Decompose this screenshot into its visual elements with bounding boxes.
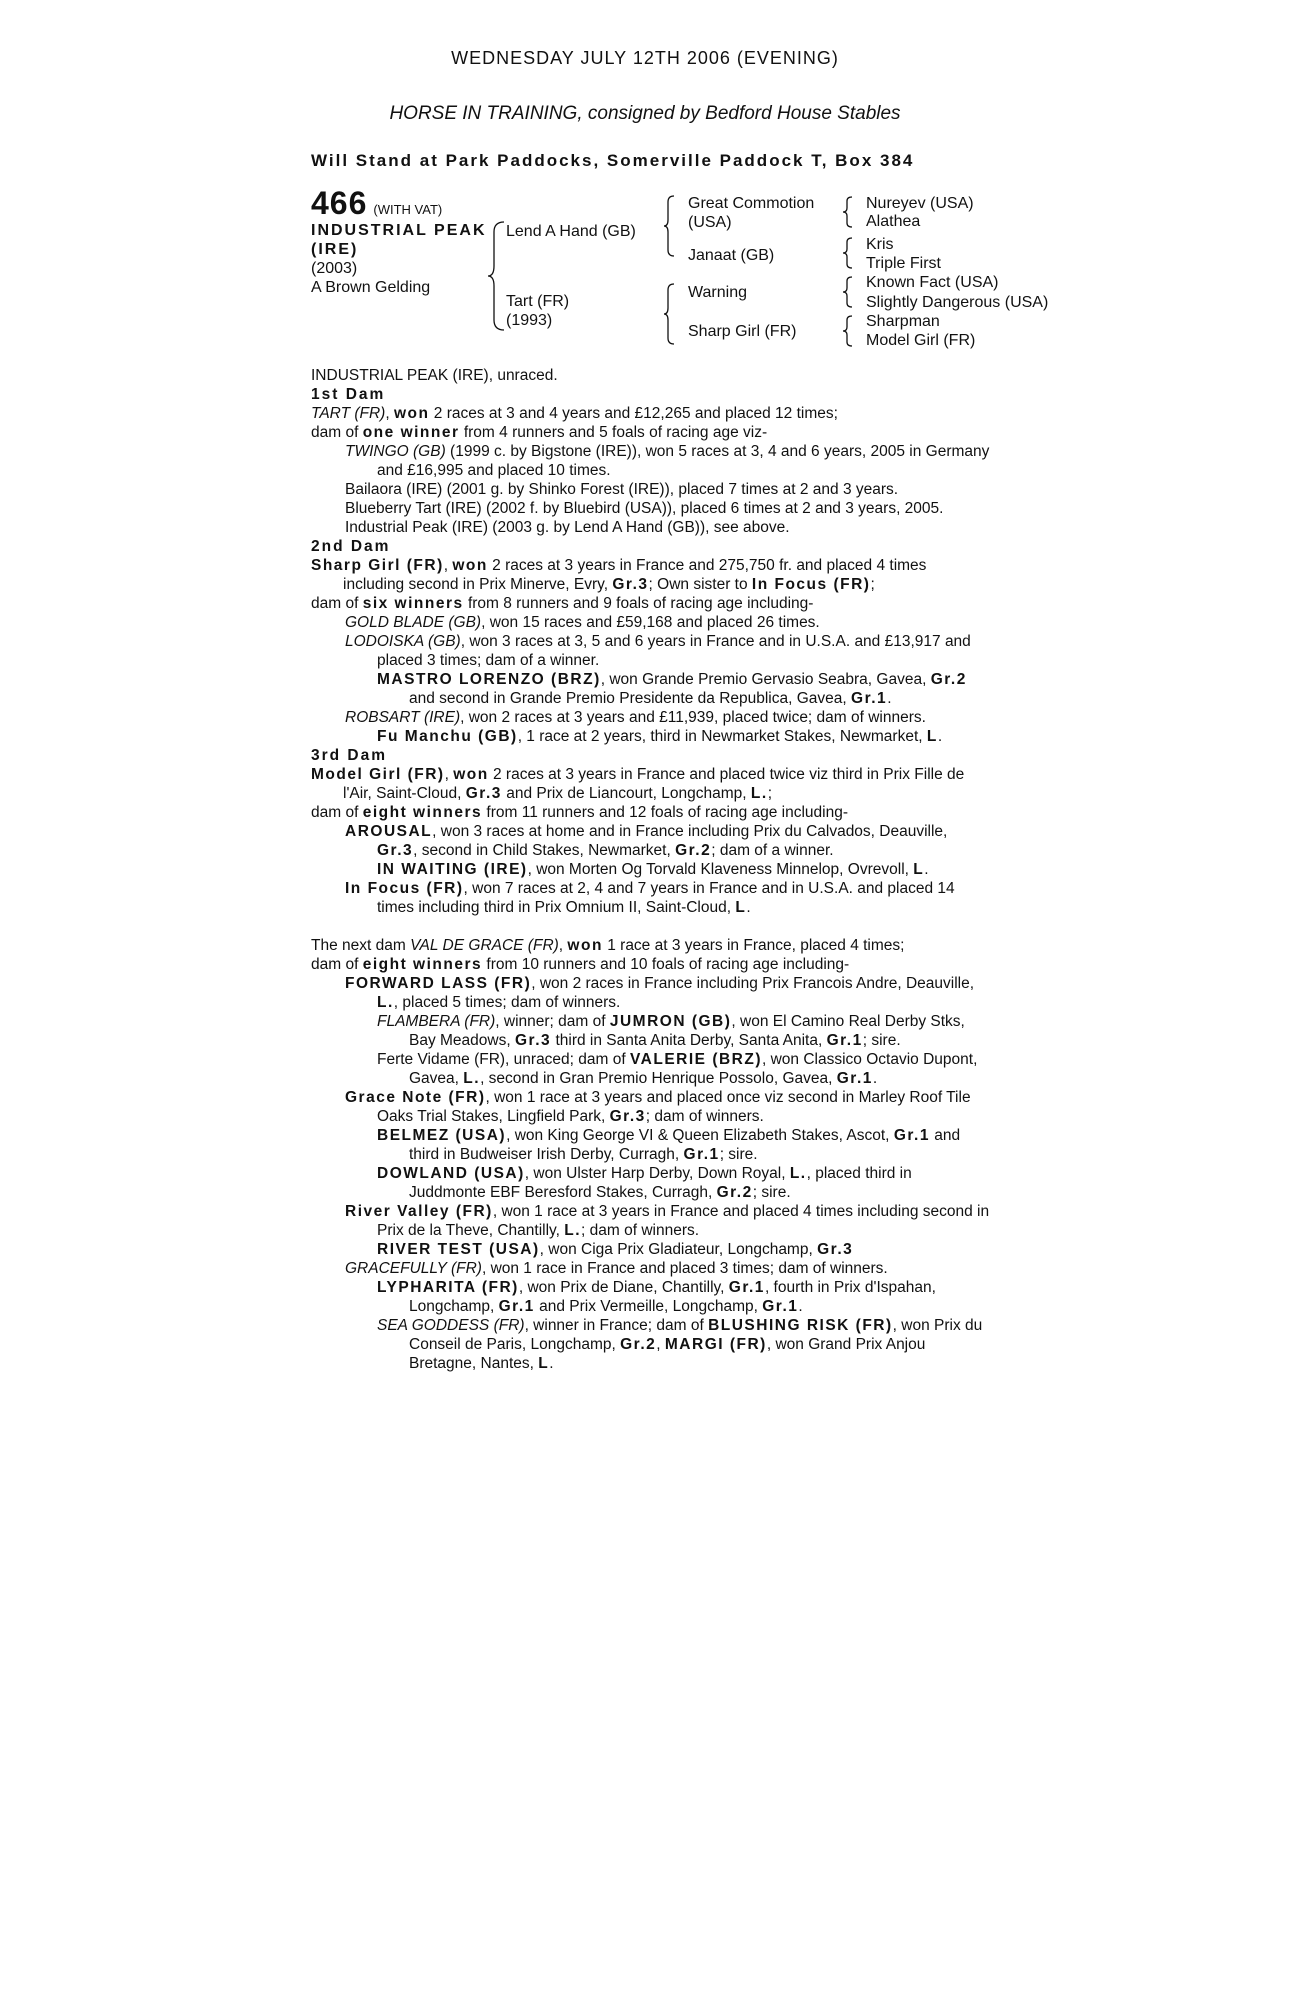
next-dam-produce: dam of eight winners from 10 runners and 10 foals of racing age including- xyxy=(311,956,850,973)
stand-location: Will Stand at Park Paddocks, Somerville Paddock T, Box 384 xyxy=(311,151,915,170)
horse-name: INDUSTRIAL PEAK xyxy=(311,222,487,239)
pedigree-brace-sire xyxy=(662,194,676,258)
intro-line: INDUSTRIAL PEAK (IRE), unraced. xyxy=(311,367,558,384)
pedigree-sire-dam: Janaat (GB) xyxy=(688,247,775,264)
first-dam-line: TART (FR), won 2 races at 3 and 4 years and £12,265 and placed 12 times; xyxy=(311,405,838,422)
produce-item: GOLD BLADE (GB), won 15 races and £59,168 and placed 26 times. xyxy=(345,614,820,631)
pedigree-brace-dd xyxy=(842,314,854,348)
pedigree-brace-ss xyxy=(842,195,854,229)
pedigree-sire-sire-country: (USA) xyxy=(688,214,732,231)
produce-item: In Focus (FR), won 7 races at 2, 4 and 7 years in France and in U.S.A. and placed 14 times including third in Prix Omnium II, Saint-Cloud, L. xyxy=(345,880,955,916)
next-dam-line: The next dam VAL DE GRACE (FR), won 1 race at 3 years in France, placed 4 times; xyxy=(311,937,905,954)
produce-subitem: SEA GODDESS (FR), winner in France; dam of BLUSHING RISK (FR), won Prix du Conseil de Paris, Longchamp, Gr.2, MARGI (FR), won Grand Prix Anjou Bretagne, Nantes, L. xyxy=(377,1317,983,1372)
second-dam-heading: 2nd Dam xyxy=(311,538,391,555)
produce-subitem: IN WAITING (IRE), won Morten Og Torvald Klaveness Minnelop, Ovrevoll, L. xyxy=(377,861,929,878)
pedigree-ddd: Model Girl (FR) xyxy=(866,332,976,349)
third-dam-line: Model Girl (FR), won 2 races at 3 years in France and placed twice viz third in Prix Fille de l'Air, Saint-Cloud, Gr.3 and Prix de Liancourt, Longchamp, L.; xyxy=(311,766,965,802)
pedigree-dsd: Slightly Dangerous (USA) xyxy=(866,294,1049,311)
produce-item: TWINGO (GB) (1999 c. by Bigstone (IRE)), won 5 races at 3, 4 and 6 years, 2005 in Germany and £16,995 and placed 10 times. xyxy=(345,443,990,479)
second-dam-produce: dam of six winners from 8 runners and 9 foals of racing age including- xyxy=(311,595,814,612)
pedigree-notes xyxy=(311,366,991,1373)
produce-item: Industrial Peak (IRE) (2003 g. by Lend A Hand (GB)), see above. xyxy=(345,519,790,536)
second-dam-line: Sharp Girl (FR), won 2 races at 3 years in France and 275,750 fr. and placed 4 times including second in Prix Minerve, Evry, Gr.3; Own sister to In Focus (FR); xyxy=(311,557,927,593)
pedigree-ssd: Alathea xyxy=(866,213,921,230)
consignment-line: HORSE IN TRAINING, consigned by Bedford House Stables xyxy=(389,103,901,124)
produce-item: LODOISKA (GB), won 3 races at 3, 5 and 6 years in France and in U.S.A. and £13,917 and placed 3 times; dam of a winner. xyxy=(345,633,971,669)
first-dam-heading: 1st Dam xyxy=(311,386,386,403)
produce-subitem: Ferte Vidame (FR), unraced; dam of VALERIE (BRZ), won Classico Octavio Dupont, Gavea, L., second in Gran Premio Henrique Possolo, Gavea, Gr.1. xyxy=(377,1051,978,1087)
pedigree-dam-dam: Sharp Girl (FR) xyxy=(688,323,797,340)
pedigree-brace-dam xyxy=(662,282,676,346)
horse-country: (IRE) xyxy=(311,241,359,258)
horse-description: A Brown Gelding xyxy=(311,279,431,296)
third-dam-heading: 3rd Dam xyxy=(311,747,388,764)
first-dam-produce: dam of one winner from 4 runners and 5 foals of racing age viz- xyxy=(311,424,768,441)
lot-number: 466 xyxy=(311,185,368,221)
produce-subitem: MASTRO LORENZO (BRZ), won Grande Premio Gervasio Seabra, Gavea, Gr.2 and second in Grande Premio Presidente da Republica, Gavea, Gr.1. xyxy=(377,671,967,707)
pedigree-sds: Kris xyxy=(866,236,894,253)
pedigree-dds: Sharpman xyxy=(866,313,940,330)
pedigree-sire-sire: Great Commotion xyxy=(688,195,815,212)
produce-item: Grace Note (FR), won 1 race at 3 years and placed once viz second in Marley Roof Tile Oaks Trial Stakes, Lingfield Park, Gr.3; dam of winners. xyxy=(345,1089,971,1125)
pedigree-dam-sire: Warning xyxy=(688,284,747,301)
pedigree-dam: Tart (FR) xyxy=(506,293,570,310)
produce-subitem: Fu Manchu (GB), 1 race at 2 years, third in Newmarket Stakes, Newmarket, L. xyxy=(377,728,943,745)
pedigree-brace-main xyxy=(486,220,506,332)
produce-item: AROUSAL, won 3 races at home and in France including Prix du Calvados, Deauville, Gr.3, second in Child Stakes, Newmarket, Gr.2; dam of a winner. xyxy=(345,823,948,859)
third-dam-produce: dam of eight winners from 11 runners and 12 foals of racing age including- xyxy=(311,804,849,821)
produce-subitem: LYPHARITA (FR), won Prix de Diane, Chantilly, Gr.1, fourth in Prix d'Ispahan, Longchamp, Gr.1 and Prix Vermeille, Longchamp, Gr.1. xyxy=(377,1279,936,1315)
pedigree-sdd: Triple First xyxy=(866,255,941,272)
produce-item: River Valley (FR), won 1 race at 3 years in France and placed 4 times including second in Prix de la Theve, Chantilly, L.; dam of winners. xyxy=(345,1203,990,1239)
produce-item: Blueberry Tart (IRE) (2002 f. by Bluebird (USA)), placed 6 times at 2 and 3 years, 2005. xyxy=(345,500,944,517)
pedigree-brace-ds xyxy=(842,275,854,309)
foaling-year: (2003) xyxy=(311,260,358,277)
pedigree-dam-year: (1993) xyxy=(506,312,553,329)
lot-info xyxy=(311,185,487,297)
produce-subitem: RIVER TEST (USA), won Ciga Prix Gladiateur, Longchamp, Gr.3 xyxy=(377,1241,854,1258)
produce-subitem: BELMEZ (USA), won King George VI & Queen Elizabeth Stakes, Ascot, Gr.1 and third in Budweiser Irish Derby, Curragh, Gr.1; sire. xyxy=(377,1127,961,1163)
pedigree-sire: Lend A Hand (GB) xyxy=(506,223,636,240)
pedigree-dss: Known Fact (USA) xyxy=(866,274,999,291)
produce-subitem: DOWLAND (USA), won Ulster Harp Derby, Down Royal, L., placed third in Juddmonte EBF Beresford Stakes, Curragh, Gr.2; sire. xyxy=(377,1165,912,1201)
vat-label: (WITH VAT) xyxy=(373,202,443,217)
pedigree-brace-sd xyxy=(842,236,854,270)
produce-item: GRACEFULLY (FR), won 1 race in France and placed 3 times; dam of winners. xyxy=(345,1260,888,1277)
produce-item: Bailaora (IRE) (2001 g. by Shinko Forest (IRE)), placed 7 times at 2 and 3 years. xyxy=(345,481,899,498)
pedigree-sss: Nureyev (USA) xyxy=(866,195,974,212)
produce-item: ROBSART (IRE), won 2 races at 3 years and £11,939, placed twice; dam of winners. xyxy=(345,709,926,726)
produce-item: FORWARD LASS (FR), won 2 races in France including Prix Francois Andre, Deauville, L., placed 5 times; dam of winners. xyxy=(345,975,975,1011)
produce-subitem: FLAMBERA (FR), winner; dam of JUMRON (GB), won El Camino Real Derby Stks, Bay Meadows, Gr.3 third in Santa Anita Derby, Santa Anita, Gr.1; sire. xyxy=(377,1013,965,1049)
sale-date: WEDNESDAY JULY 12TH 2006 (EVENING) xyxy=(451,48,839,68)
